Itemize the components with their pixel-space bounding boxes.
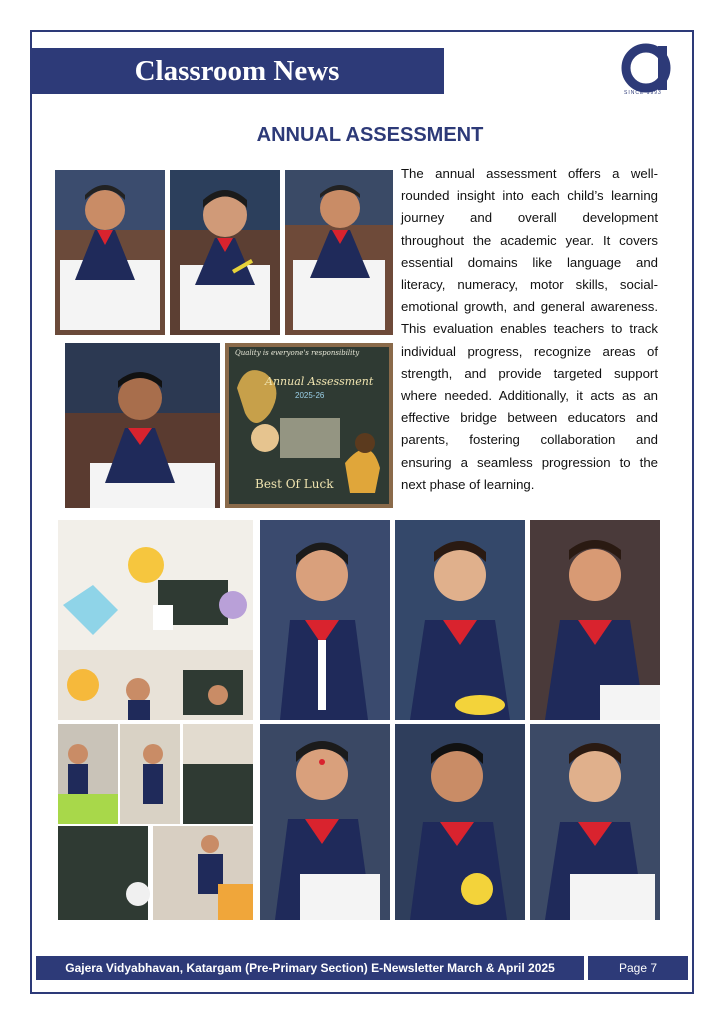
logo-since-text: SINCE 1993 <box>624 90 662 96</box>
photo-child-coloring-5 <box>395 724 525 920</box>
photo-child-coloring-2 <box>395 520 525 720</box>
photo-collage-floor-art <box>58 724 253 920</box>
photo-chalkboard <box>225 343 393 508</box>
photo-child-coloring-3 <box>530 520 660 720</box>
school-logo <box>620 40 680 100</box>
footer-newsletter-label <box>36 956 584 980</box>
photo-child-coloring-4 <box>260 724 390 920</box>
newsletter-header <box>30 48 444 94</box>
photo-child-writing-2 <box>170 170 280 335</box>
photo-collage-classroom-decor <box>58 520 253 720</box>
photo-child-coloring-6 <box>530 724 660 920</box>
photo-child-writing-4 <box>65 343 220 508</box>
header-title: Classroom News <box>134 54 340 87</box>
chalkboard-line-year: 2025-26 <box>295 391 325 400</box>
chalkboard-line-quality: Quality is everyone's responsibility <box>235 349 360 357</box>
footer-newsletter-text: Gajera Vidyabhavan, Katargam (Pre-Primary Section) E-Newsletter March & April 2025 <box>65 961 555 975</box>
chalkboard-line-luck: Best Of Luck <box>255 477 334 491</box>
photo-child-writing-1 <box>55 170 165 335</box>
footer-page-text: Page 7 <box>618 961 658 975</box>
article-body: The annual assessment offers a well-rounded insight into each child’s learning journey and overall development throughout the academic year. It covers essential domains like language and literacy, numeracy, motor skills, social-emotional growth, and general awareness. This evaluation enables teachers to track individual progress, recognize areas of strength, and provide targeted support where needed. Additionally, it acts as an effective bridge between educators and parents, fostering collaboration and ensuring a seamless progression to the next phase of learning. <box>401 166 658 492</box>
article-title: ANNUAL ASSESSMENT <box>256 124 484 146</box>
photo-child-coloring-1 <box>260 520 390 720</box>
chalkboard-line-assessment: Annual Assessment <box>265 375 374 388</box>
photo-child-writing-3 <box>285 170 393 335</box>
footer-page-number <box>588 956 688 980</box>
